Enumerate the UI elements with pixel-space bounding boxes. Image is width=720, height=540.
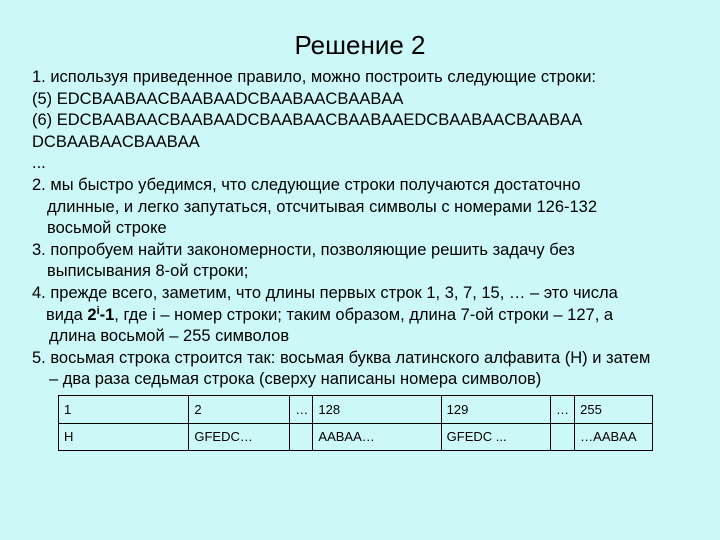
- table-row: [59, 396, 653, 424]
- string-6-continued: DCBAABAACBAABAA: [32, 132, 200, 151]
- table-row: [59, 423, 653, 451]
- table-cell: 1: [59, 396, 189, 424]
- string-5: (5) EDCBAABAACBAABAADCBAABAACBAABAA: [32, 89, 404, 108]
- table-cell: 129: [441, 396, 550, 424]
- text-line-3-cont: выписывания 8-ой строки;: [47, 262, 249, 281]
- table-cell: …: [550, 396, 574, 424]
- text-line-5: 5. восьмая строка строится так: восьмая буква латинского алфавита (H) и затем: [32, 348, 651, 367]
- table-cell: 2: [189, 396, 290, 424]
- symbol-table: [58, 395, 653, 451]
- text-line-1: 1. используя приведенное правило, можно построить следующие строки:: [32, 68, 597, 86]
- formula-exponent: i: [96, 304, 100, 317]
- table-cell: …AABAA: [575, 423, 653, 451]
- formula-minus-one: -1: [99, 305, 115, 324]
- formula-2i-minus-1: [87, 306, 114, 324]
- string-6: (6) EDCBAABAACBAABAADCBAABAACBAABAAEDCBAABAACBAABAA: [32, 111, 583, 130]
- formula-suffix: , где i – номер строки; таким образом, длина 7-ой строки – 127, а: [114, 305, 614, 324]
- table-cell: …: [290, 396, 313, 424]
- formula-prefix: вида: [46, 305, 88, 324]
- table-cell: GFEDC…: [189, 423, 290, 451]
- slide-body: [32, 67, 718, 391]
- table-cell: [290, 423, 313, 451]
- table-cell: 255: [575, 396, 653, 424]
- text-line-2-cont-a: длинные, и легко запутаться, отсчитывая символы с номерами 126-132: [47, 197, 598, 216]
- text-line-2-cont-b: восьмой строке: [47, 219, 167, 238]
- table-cell: AABAA…: [313, 423, 441, 451]
- text-line-5-cont: – два раза седьмая строка (сверху написаны номера символов): [49, 370, 542, 389]
- text-line-4-cont-b: длина восьмой – 255 символов: [49, 327, 290, 346]
- table-cell: GFEDC ...: [441, 423, 550, 451]
- text-line-4-cont-a: [32, 305, 718, 327]
- text-line-2: 2. мы быстро убедимся, что следующие строки получаются достаточно: [32, 175, 581, 194]
- table-cell: 128: [313, 396, 441, 424]
- table-cell: H: [59, 423, 189, 451]
- text-line-3: 3. попробуем найти закономерности, позволяющие решить задачу без: [32, 240, 575, 259]
- formula-base: 2: [87, 305, 97, 324]
- ellipsis-line: ...: [32, 154, 46, 173]
- table-cell: [550, 423, 574, 451]
- slide-title: Решение 2: [294, 30, 426, 60]
- text-line-4: 4. прежде всего, заметим, что длины первых строк 1, 3, 7, 15, … – это числа: [32, 283, 618, 302]
